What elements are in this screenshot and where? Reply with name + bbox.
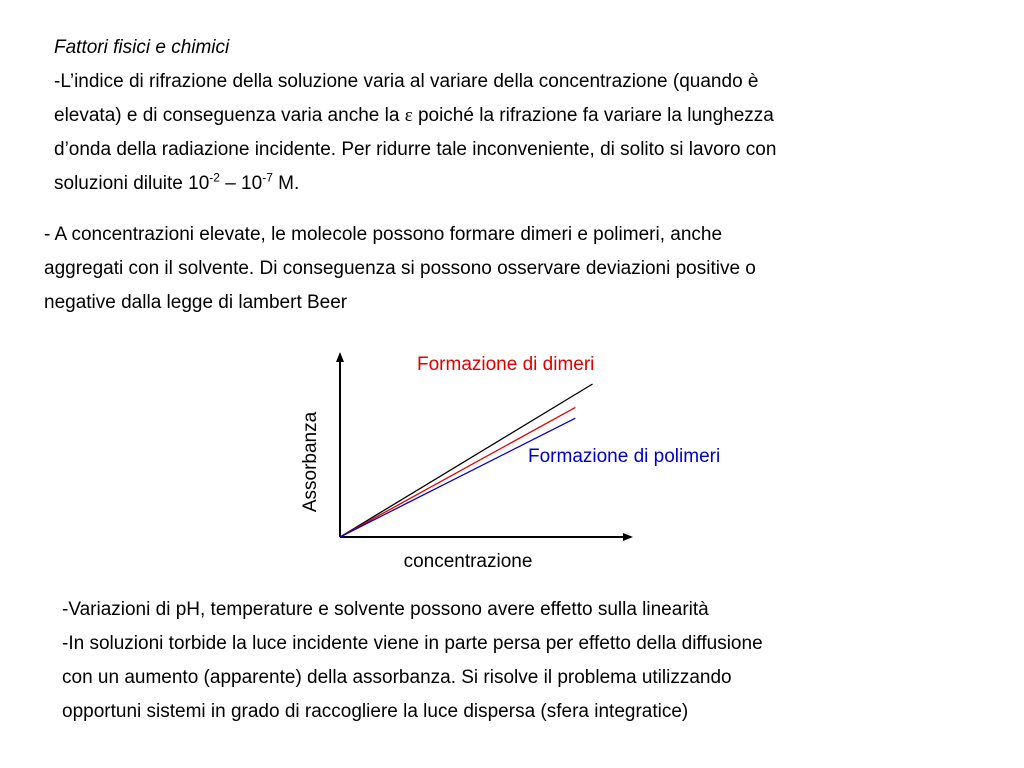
epsilon-symbol: ε — [404, 105, 413, 126]
section-variazioni — [62, 593, 763, 729]
text-fragment: M. — [272, 173, 300, 194]
series-line-dimeri — [340, 407, 575, 537]
text-fragment: soluzioni diluite 10 — [54, 173, 210, 194]
text-fragment: elevata) e di conseguenza varia anche la — [54, 105, 405, 126]
paragraph-line: aggregati con il solvente. Di conseguenza si possono osservare deviazioni positive o — [44, 258, 756, 279]
paragraph-line: con un aumento (apparente) della assorbanza. Si risolve il problema utilizzando — [62, 667, 732, 688]
paragraph-line: -Variazioni di pH, temperature e solvente possono avere effetto sulla linearità — [62, 599, 709, 620]
text-fragment: poiché la rifrazione fa variare la lunghezza — [412, 105, 774, 126]
paragraph-line: - A concentrazioni elevate, le molecole possono formare dimeri e polimeri, anche — [44, 224, 723, 245]
annotation-polimeri: Formazione di polimeri — [528, 446, 721, 467]
series-line-polimeri — [340, 418, 575, 537]
exponent: -7 — [262, 170, 273, 185]
text-fragment: – 10 — [219, 173, 263, 194]
exponent: -2 — [209, 170, 220, 185]
paragraph-line: opportuni sistemi in grado di raccogliere la luce dispersa (sfera integratice) — [62, 701, 689, 722]
paragraph-line: negative dalla legge di lambert Beer — [44, 292, 348, 313]
paragraph-line: -L’indice di rifrazione della soluzione varia al variare della concentrazione (quando è — [54, 71, 759, 92]
annotation-dimeri: Formazione di dimeri — [417, 354, 595, 375]
y-axis-label: Assorbanza — [300, 411, 321, 513]
paragraph-line: d’onda della radiazione incidente. Per ridurre tale inconveniente, di solito si lavoro con — [54, 139, 777, 160]
section-heading: Fattori fisici e chimici — [54, 37, 230, 58]
x-axis-label: concentrazione — [403, 551, 533, 572]
paragraph-line: -In soluzioni torbide la luce incidente viene in parte persa per effetto della diffusione — [62, 633, 763, 654]
